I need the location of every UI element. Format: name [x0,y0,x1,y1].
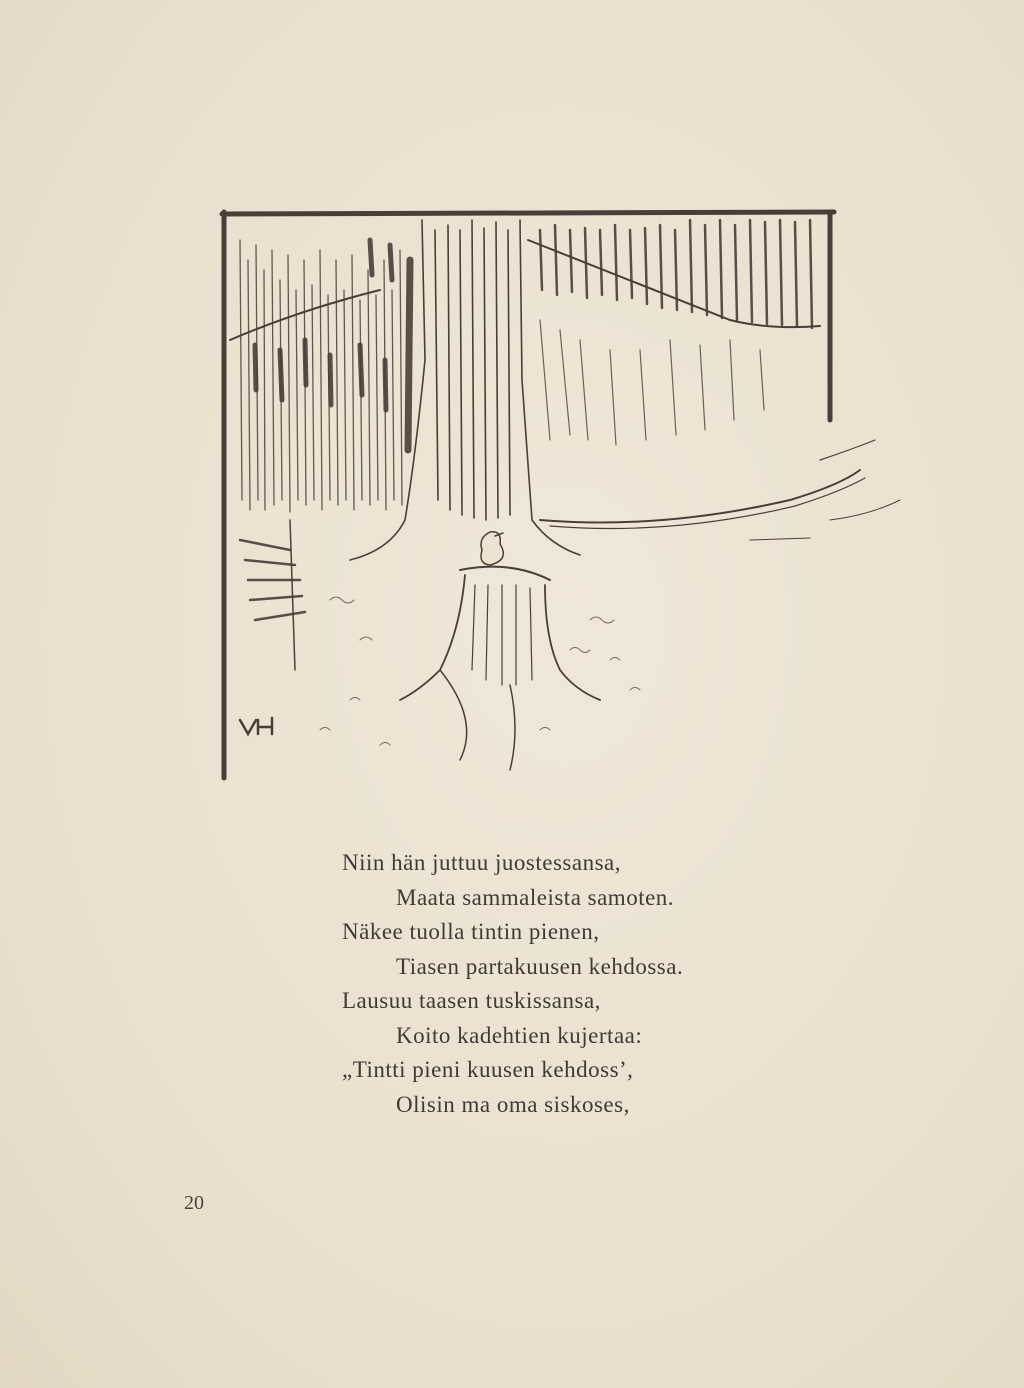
verse-line: Näkee tuolla tintin pienen, [342,919,600,944]
forest-illustration [210,200,910,790]
poem-stanza [342,846,802,1122]
verse-line: Koito kadehtien kujertaa: [396,1022,643,1048]
verse-line: Maata sammaleista samoten. [396,884,675,910]
verse-line: Lausuu taasen tuskissansa, [342,988,601,1013]
verse-line: Tiasen partakuusen kehdossa. [396,953,684,979]
verse-line: Olisin ma oma siskoses, [396,1091,630,1117]
page-number: 20 [184,1192,204,1214]
verse-line: Niin hän juttuu juostessansa, [342,850,621,875]
verse-line: „Tintti pieni kuusen kehdoss’, [342,1057,634,1082]
